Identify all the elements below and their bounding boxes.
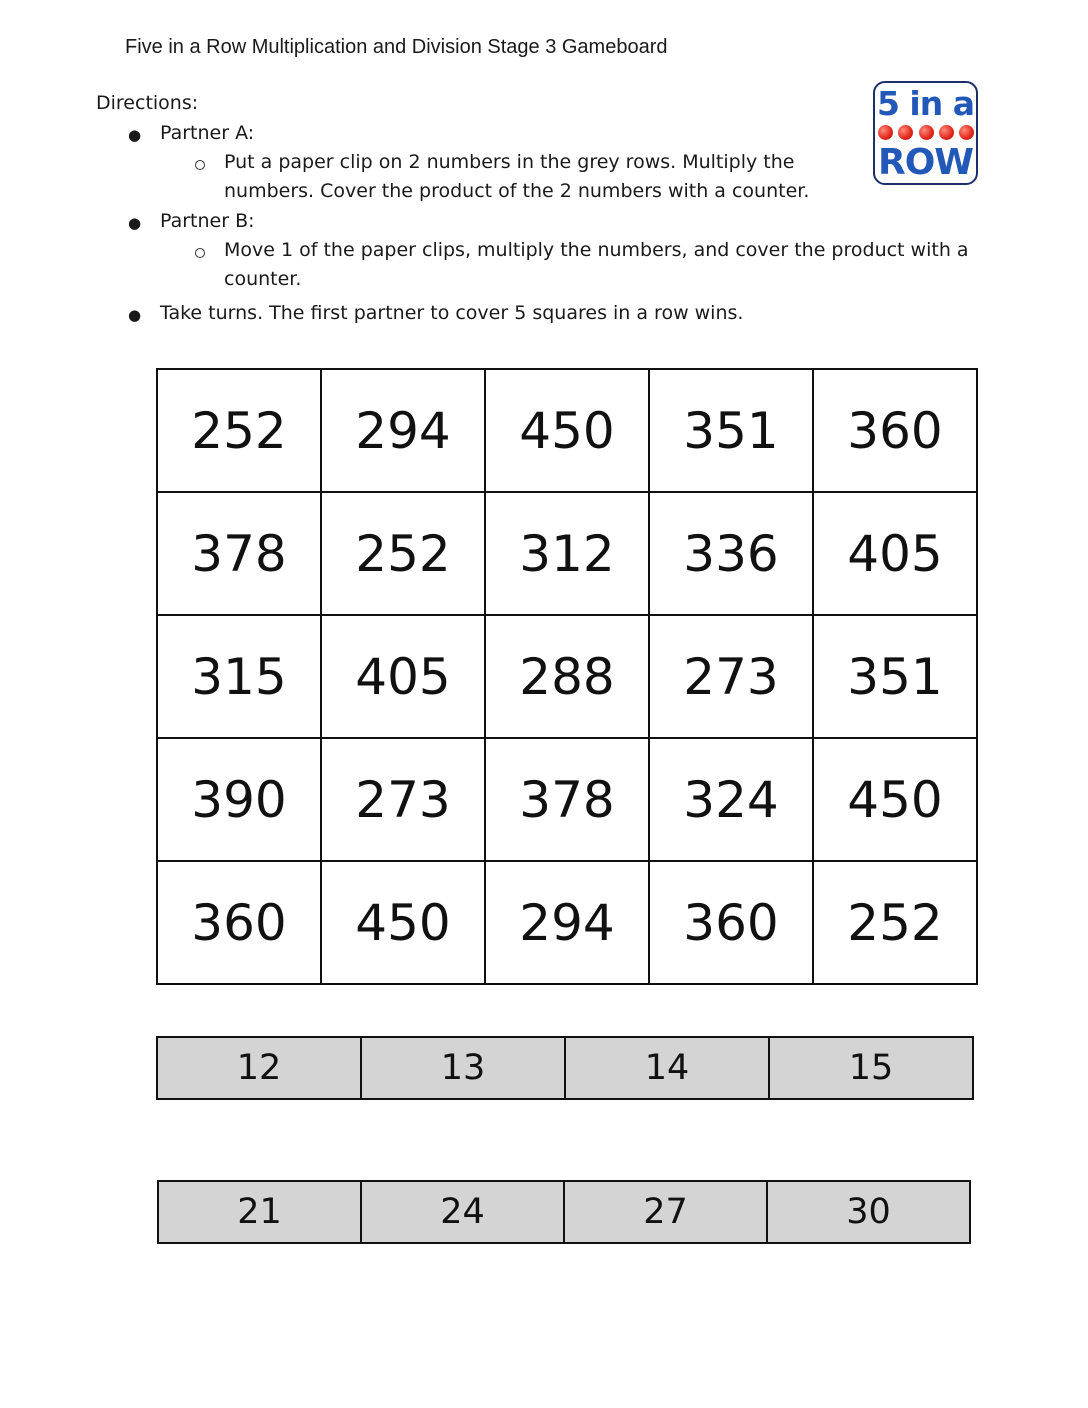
logo-dot-icon (878, 125, 893, 140)
factor-cell[interactable]: 24 (361, 1181, 564, 1243)
partner-b-instruction-line2: counter. (224, 268, 302, 290)
logo-top-text: 5 in a (876, 84, 974, 123)
five-in-a-row-logo (873, 81, 978, 185)
partner-a-instruction-line1: Put a paper clip on 2 numbers in the grey rows. Multiply the (224, 151, 795, 173)
take-turns-instruction: Take turns. The first partner to cover 5 squares in a row wins. (160, 302, 744, 324)
partner-b-instruction-line1: Move 1 of the paper clips, multiply the numbers, and cover the product with a (224, 239, 969, 261)
page-title: Five in a Row Multiplication and Division Stage 3 Gameboard (125, 36, 668, 58)
board-cell[interactable]: 360 (813, 369, 977, 492)
logo-bottom-text: ROW (877, 142, 974, 183)
partner-a-label: Partner A: (160, 122, 255, 144)
board-cell[interactable]: 324 (649, 738, 813, 861)
game-board (156, 368, 978, 985)
factor-cell[interactable]: 12 (157, 1037, 361, 1099)
board-cell[interactable]: 273 (321, 738, 485, 861)
board-cell[interactable]: 360 (649, 861, 813, 984)
board-cell[interactable]: 360 (157, 861, 321, 984)
factor-cell[interactable]: 14 (565, 1037, 769, 1099)
factor-cell[interactable]: 27 (564, 1181, 767, 1243)
board-cell[interactable]: 405 (321, 615, 485, 738)
board-cell[interactable]: 351 (649, 369, 813, 492)
board-row (157, 861, 977, 984)
hollow-bullet-icon (195, 160, 205, 170)
board-cell[interactable]: 450 (485, 369, 649, 492)
board-cell[interactable]: 405 (813, 492, 977, 615)
board-cell[interactable]: 450 (321, 861, 485, 984)
board-cell[interactable]: 252 (813, 861, 977, 984)
partner-a-instruction-line2: numbers. Cover the product of the 2 numbers with a counter. (224, 180, 810, 202)
bullet-icon: ● (128, 126, 142, 144)
board-cell[interactable]: 378 (485, 738, 649, 861)
board-row (157, 492, 977, 615)
factor-cell[interactable]: 30 (767, 1181, 970, 1243)
board-cell[interactable]: 312 (485, 492, 649, 615)
factor-cell[interactable]: 15 (769, 1037, 973, 1099)
factor-cell[interactable]: 21 (158, 1181, 361, 1243)
board-cell[interactable]: 273 (649, 615, 813, 738)
board-cell[interactable]: 336 (649, 492, 813, 615)
board-cell[interactable]: 288 (485, 615, 649, 738)
directions-heading: Directions: (96, 92, 199, 114)
board-row (157, 615, 977, 738)
logo-dot-icon (959, 125, 974, 140)
factor-row-2 (157, 1180, 971, 1244)
factor-row-1 (156, 1036, 974, 1100)
partner-b-label: Partner B: (160, 210, 255, 232)
board-row (157, 369, 977, 492)
board-cell[interactable]: 378 (157, 492, 321, 615)
logo-dot-icon (898, 125, 913, 140)
board-cell[interactable]: 351 (813, 615, 977, 738)
board-cell[interactable]: 294 (485, 861, 649, 984)
bullet-icon: ● (128, 306, 142, 324)
board-cell[interactable]: 315 (157, 615, 321, 738)
board-cell[interactable]: 390 (157, 738, 321, 861)
board-cell[interactable]: 252 (157, 369, 321, 492)
board-cell[interactable]: 450 (813, 738, 977, 861)
bullet-icon: ● (128, 214, 142, 232)
logo-dot-icon (939, 125, 954, 140)
hollow-bullet-icon (195, 248, 205, 258)
board-row (157, 738, 977, 861)
board-cell[interactable]: 294 (321, 369, 485, 492)
factor-cell[interactable]: 13 (361, 1037, 565, 1099)
logo-dots (878, 125, 974, 140)
board-cell[interactable]: 252 (321, 492, 485, 615)
logo-dot-icon (919, 125, 934, 140)
